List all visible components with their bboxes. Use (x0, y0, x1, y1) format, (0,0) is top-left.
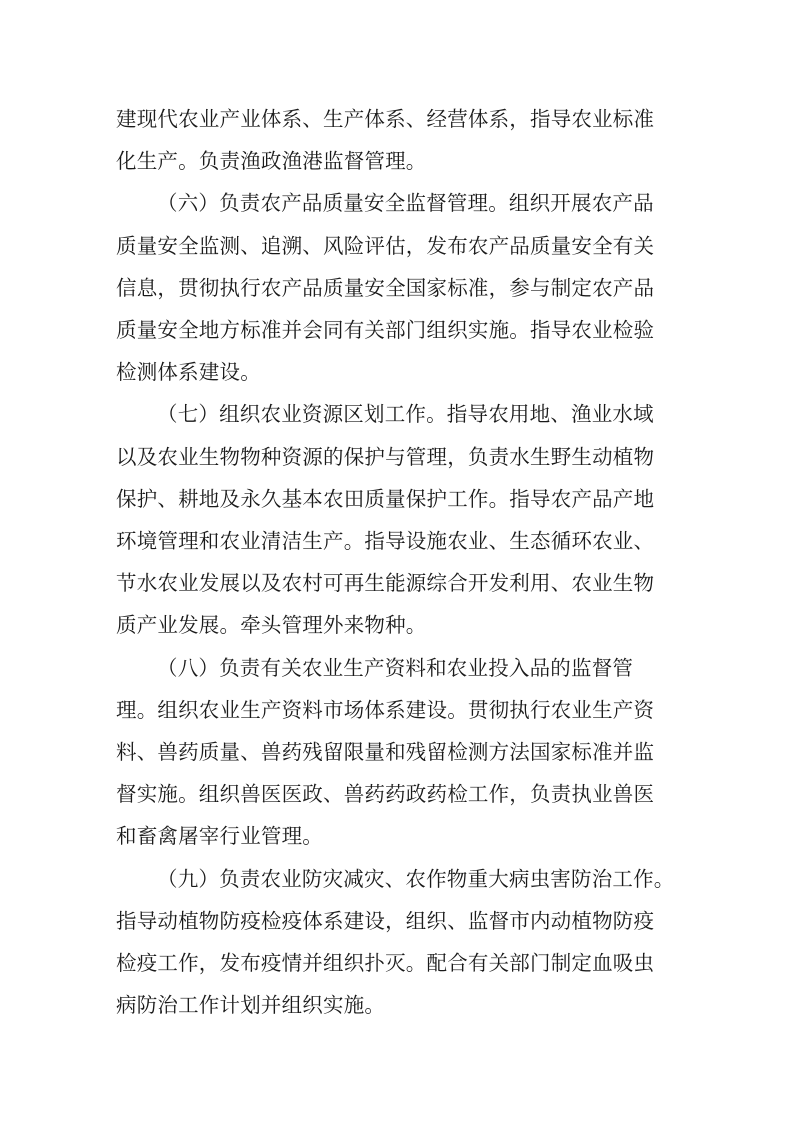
text-line: （八）负责有关农业生产资料和农业投入品的监督管 (157, 655, 634, 680)
paragraph-continued (116, 98, 676, 182)
text-line: 和畜禽屠宰行业管理。 (116, 824, 323, 849)
text-line: 建现代农业产业体系、生产体系、经营体系，指导农业标准 (116, 107, 655, 131)
text-line: 理。组织农业生产资料市场体系建设。贯彻执行农业生产资 (116, 697, 655, 722)
text-line: 指导动植物防疫检疫体系建设，组织、监督市内动植物防疫 (116, 908, 655, 933)
text-line: 检疫工作，发布疫情并组织扑灭。配合有关部门制定血吸虫 (116, 951, 655, 976)
text-line: 环境管理和农业清洁生产。指导设施农业、生态循环农业、 (116, 529, 655, 554)
text-line: 信息，贯彻执行农产品质量安全国家标准，参与制定农产品 (116, 275, 655, 300)
text-line: 节水农业发展以及农村可再生能源综合开发利用、农业生物 (116, 571, 655, 596)
text-line: 化生产。负责渔政渔港监督管理。 (116, 149, 427, 174)
document-body (116, 98, 676, 1026)
text-line: 质量安全地方标准并会同有关部门组织实施。指导农业检验 (116, 318, 655, 343)
paragraph-item-8 (116, 647, 676, 858)
text-line: 保护、耕地及永久基本农田质量保护工作。指导农产品产地 (116, 486, 655, 511)
text-line: 督实施。组织兽医医政、兽药药政药检工作，负责执业兽医 (116, 782, 655, 807)
text-line: （六）负责农产品质量安全监督管理。组织开展农产品 (157, 191, 654, 216)
paragraph-item-6 (116, 182, 676, 393)
paragraph-item-9 (116, 858, 676, 1027)
text-line: 病防治工作计划并组织实施。 (116, 993, 386, 1018)
text-line: （七）组织农业资源区划工作。指导农用地、渔业水域 (157, 402, 654, 427)
paragraph-item-7 (116, 393, 676, 646)
text-line: 质产业发展。牵头管理外来物种。 (116, 613, 427, 638)
text-line: 质量安全监测、追溯、风险评估，发布农产品质量安全有关 (116, 233, 655, 258)
text-line: 料、兽药质量、兽药残留限量和残留检测方法国家标准并监 (116, 740, 655, 765)
text-line: 检测体系建设。 (116, 360, 261, 385)
text-line: （九）负责农业防灾减灾、农作物重大病虫害防治工作。 (157, 866, 675, 891)
text-line: 以及农业生物物种资源的保护与管理，负责水生野生动植物 (116, 444, 655, 469)
